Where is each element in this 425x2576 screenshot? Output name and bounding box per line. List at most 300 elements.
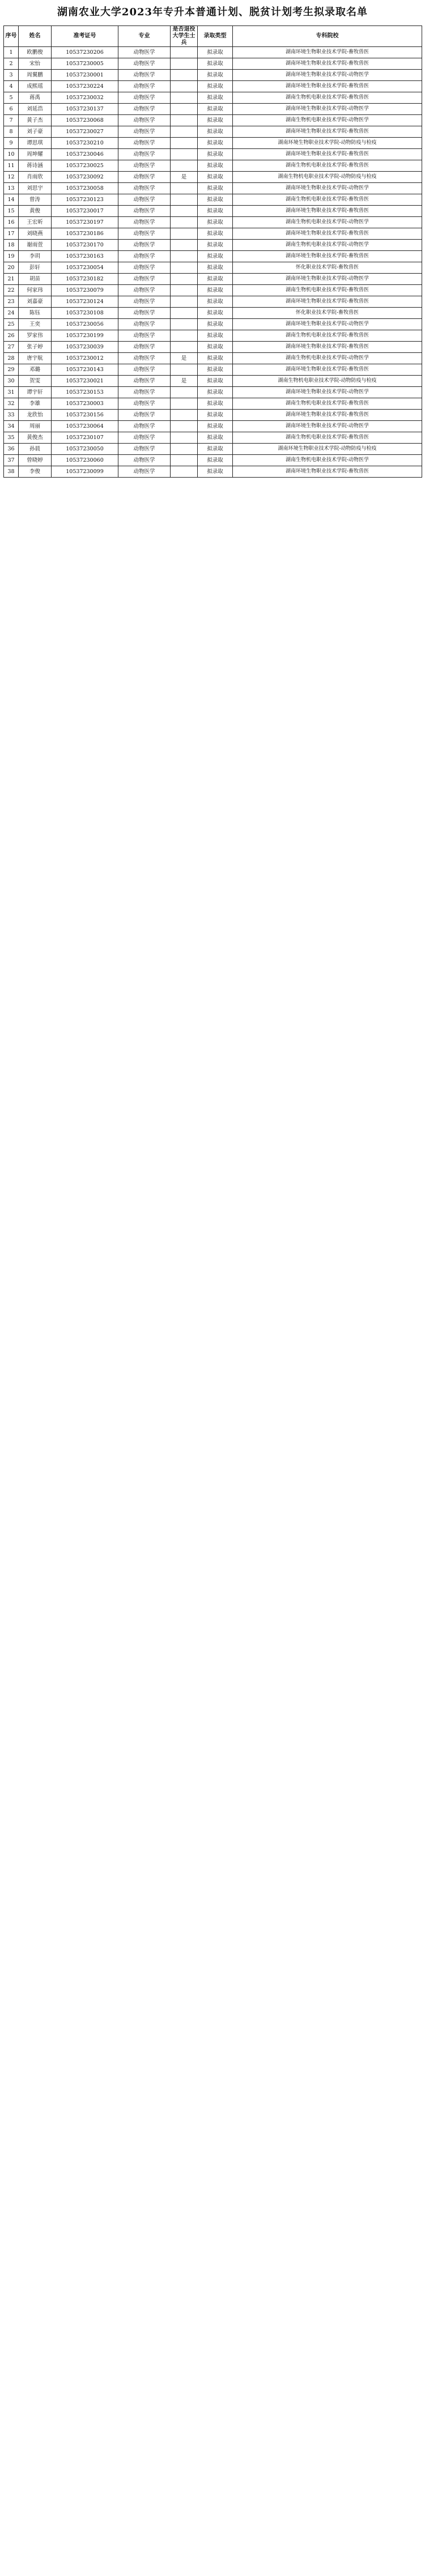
cell-school: 湖南环境生物职业技术学院-动物医学 — [233, 70, 422, 81]
cell-major: 动物医学 — [118, 398, 171, 410]
cell-veteran — [171, 262, 198, 274]
cell-name: 谢雨萱 — [19, 240, 52, 251]
cell-no: 7 — [4, 115, 19, 126]
cell-veteran — [171, 455, 198, 466]
cell-exam-id: 10537230005 — [52, 58, 118, 70]
cell-school: 湖南生物机电职业技术学院-动物医学 — [233, 115, 422, 126]
cell-name: 刘晓燕 — [19, 228, 52, 240]
table-row — [4, 240, 422, 251]
cell-major: 动物医学 — [118, 308, 171, 319]
cell-plan: 拟录取 — [198, 364, 233, 376]
cell-school: 湖南环境生物职业技术学院-畜牧兽医 — [233, 251, 422, 262]
cell-school: 湖南生物机电职业技术学院-畜牧兽医 — [233, 432, 422, 444]
cell-school: 湖南环境生物职业技术学院-畜牧兽医 — [233, 206, 422, 217]
cell-no: 32 — [4, 398, 19, 410]
cell-plan: 拟录取 — [198, 444, 233, 455]
cell-exam-id: 10537230224 — [52, 81, 118, 92]
table-row — [4, 172, 422, 183]
cell-plan: 拟录取 — [198, 206, 233, 217]
table-row — [4, 285, 422, 296]
cell-name: 胡苗 — [19, 274, 52, 285]
cell-name: 欧鹏俊 — [19, 47, 52, 58]
cell-plan: 拟录取 — [198, 342, 233, 353]
table-row — [4, 353, 422, 364]
cell-school: 湖南生物机电职业技术学院-动物防疫与检疫 — [233, 376, 422, 387]
cell-veteran — [171, 126, 198, 138]
cell-school: 湖南生物机电职业技术学院-动物医学 — [233, 217, 422, 228]
cell-veteran — [171, 319, 198, 330]
cell-plan: 拟录取 — [198, 274, 233, 285]
table-row — [4, 432, 422, 444]
header-plan: 录取类型 — [198, 26, 233, 47]
cell-school: 湖南环境生物职业技术学院-畜牧兽医 — [233, 81, 422, 92]
cell-no: 13 — [4, 183, 19, 194]
cell-veteran — [171, 70, 198, 81]
cell-veteran — [171, 149, 198, 160]
cell-exam-id: 10537230156 — [52, 410, 118, 421]
cell-major: 动物医学 — [118, 160, 171, 172]
cell-veteran — [171, 92, 198, 104]
cell-major: 动物医学 — [118, 115, 171, 126]
cell-exam-id: 10537230163 — [52, 251, 118, 262]
cell-plan: 拟录取 — [198, 455, 233, 466]
cell-school: 怀化职业技术学院-畜牧兽医 — [233, 262, 422, 274]
cell-exam-id: 10537230197 — [52, 217, 118, 228]
cell-name: 刘嘉豪 — [19, 296, 52, 308]
cell-name: 宋怡 — [19, 58, 52, 70]
cell-major: 动物医学 — [118, 70, 171, 81]
cell-name: 张子婷 — [19, 342, 52, 353]
cell-plan: 拟录取 — [198, 251, 233, 262]
cell-major: 动物医学 — [118, 251, 171, 262]
cell-major: 动物医学 — [118, 126, 171, 138]
cell-veteran — [171, 387, 198, 398]
cell-school: 湖南生物机电职业技术学院-动物医学 — [233, 455, 422, 466]
cell-plan: 拟录取 — [198, 262, 233, 274]
cell-plan: 拟录取 — [198, 240, 233, 251]
cell-plan: 拟录取 — [198, 92, 233, 104]
cell-exam-id: 10537230012 — [52, 353, 118, 364]
cell-major: 动物医学 — [118, 296, 171, 308]
cell-major: 动物医学 — [118, 81, 171, 92]
cell-school: 湖南生物机电职业技术学院-动物医学 — [233, 240, 422, 251]
cell-plan: 拟录取 — [198, 319, 233, 330]
cell-exam-id: 10537230137 — [52, 104, 118, 115]
cell-name: 周翼鹏 — [19, 70, 52, 81]
cell-plan: 拟录取 — [198, 81, 233, 92]
cell-exam-id: 10537230054 — [52, 262, 118, 274]
table-row — [4, 126, 422, 138]
table-row — [4, 330, 422, 342]
cell-plan: 拟录取 — [198, 285, 233, 296]
table-row — [4, 183, 422, 194]
cell-name: 李玥 — [19, 251, 52, 262]
cell-name: 肖雨欣 — [19, 172, 52, 183]
cell-veteran — [171, 444, 198, 455]
cell-no: 9 — [4, 138, 19, 149]
cell-plan: 拟录取 — [198, 104, 233, 115]
cell-school: 湖南环境生物职业技术学院-畜牧兽医 — [233, 228, 422, 240]
cell-no: 35 — [4, 432, 19, 444]
cell-plan: 拟录取 — [198, 47, 233, 58]
header-major: 专业 — [118, 26, 171, 47]
cell-school: 湖南环境生物职业技术学院-畜牧兽医 — [233, 126, 422, 138]
cell-major: 动物医学 — [118, 228, 171, 240]
cell-school: 湖南环境生物职业技术学院-畜牧兽医 — [233, 296, 422, 308]
cell-major: 动物医学 — [118, 421, 171, 432]
cell-exam-id: 10537230039 — [52, 342, 118, 353]
cell-major: 动物医学 — [118, 376, 171, 387]
cell-exam-id: 10537230123 — [52, 194, 118, 206]
cell-no: 34 — [4, 421, 19, 432]
cell-veteran — [171, 274, 198, 285]
cell-major: 动物医学 — [118, 92, 171, 104]
cell-veteran — [171, 432, 198, 444]
cell-exam-id: 10537230153 — [52, 387, 118, 398]
cell-school: 湖南生物机电职业技术学院-畜牧兽医 — [233, 330, 422, 342]
cell-school: 湖南环境生物职业技术学院-动物防疫与检疫 — [233, 444, 422, 455]
cell-name: 黄子杰 — [19, 115, 52, 126]
cell-name: 孙晨 — [19, 444, 52, 455]
cell-no: 21 — [4, 274, 19, 285]
cell-major: 动物医学 — [118, 285, 171, 296]
cell-school: 湖南环境生物职业技术学院-动物医学 — [233, 319, 422, 330]
cell-no: 37 — [4, 455, 19, 466]
cell-name: 周丽 — [19, 421, 52, 432]
cell-veteran — [171, 251, 198, 262]
cell-name: 王奕 — [19, 319, 52, 330]
table-row — [4, 364, 422, 376]
cell-name: 龙欣怡 — [19, 410, 52, 421]
cell-exam-id: 10537230108 — [52, 308, 118, 319]
cell-plan: 拟录取 — [198, 194, 233, 206]
table-row — [4, 194, 422, 206]
cell-no: 17 — [4, 228, 19, 240]
table-row — [4, 410, 422, 421]
cell-no: 8 — [4, 126, 19, 138]
cell-veteran: 是 — [171, 376, 198, 387]
cell-no: 18 — [4, 240, 19, 251]
admission-table — [3, 25, 422, 478]
cell-no: 26 — [4, 330, 19, 342]
cell-plan: 拟录取 — [198, 149, 233, 160]
table-row — [4, 149, 422, 160]
cell-veteran — [171, 364, 198, 376]
table-row — [4, 251, 422, 262]
cell-major: 动物医学 — [118, 432, 171, 444]
cell-plan: 拟录取 — [198, 183, 233, 194]
cell-name: 王宏昕 — [19, 217, 52, 228]
cell-school: 湖南生物机电职业技术学院-畜牧兽医 — [233, 398, 422, 410]
cell-no: 30 — [4, 376, 19, 387]
cell-exam-id: 10537230056 — [52, 319, 118, 330]
table-row — [4, 47, 422, 58]
cell-name: 曾晓婷 — [19, 455, 52, 466]
cell-no: 5 — [4, 92, 19, 104]
cell-veteran — [171, 183, 198, 194]
cell-no: 12 — [4, 172, 19, 183]
cell-major: 动物医学 — [118, 364, 171, 376]
cell-veteran: 是 — [171, 172, 198, 183]
table-row — [4, 70, 422, 81]
cell-school: 湖南环境生物职业技术学院-动物医学 — [233, 274, 422, 285]
table-row — [4, 262, 422, 274]
cell-plan: 拟录取 — [198, 126, 233, 138]
cell-exam-id: 10537230032 — [52, 92, 118, 104]
cell-exam-id: 10537230182 — [52, 274, 118, 285]
table-row — [4, 217, 422, 228]
cell-exam-id: 10537230099 — [52, 466, 118, 478]
table-row — [4, 104, 422, 115]
cell-major: 动物医学 — [118, 240, 171, 251]
cell-veteran — [171, 330, 198, 342]
header-name: 姓名 — [19, 26, 52, 47]
cell-no: 11 — [4, 160, 19, 172]
table-row — [4, 81, 422, 92]
table-row — [4, 206, 422, 217]
table-row — [4, 115, 422, 126]
cell-school: 湖南环境生物职业技术学院-动物医学 — [233, 104, 422, 115]
document-title: 湖南农业大学2023年专升本普通计划、脱贫计划考生拟录取名单 — [57, 6, 368, 18]
table-row — [4, 58, 422, 70]
cell-school: 湖南环境生物职业技术学院-畜牧兽医 — [233, 47, 422, 58]
cell-major: 动物医学 — [118, 353, 171, 364]
cell-exam-id: 10537230017 — [52, 206, 118, 217]
cell-no: 6 — [4, 104, 19, 115]
cell-exam-id: 10537230199 — [52, 330, 118, 342]
cell-no: 28 — [4, 353, 19, 364]
cell-name: 成熙瑶 — [19, 81, 52, 92]
cell-major: 动物医学 — [118, 274, 171, 285]
cell-major: 动物医学 — [118, 138, 171, 149]
cell-school: 湖南生物机电职业技术学院-动物医学 — [233, 353, 422, 364]
cell-no: 31 — [4, 387, 19, 398]
cell-major: 动物医学 — [118, 319, 171, 330]
cell-school: 湖南生物机电职业技术学院-畜牧兽医 — [233, 194, 422, 206]
cell-veteran — [171, 285, 198, 296]
cell-veteran — [171, 217, 198, 228]
cell-plan: 拟录取 — [198, 308, 233, 319]
table-row — [4, 376, 422, 387]
cell-name: 谭宇轩 — [19, 387, 52, 398]
cell-name: 刘子豪 — [19, 126, 52, 138]
cell-major: 动物医学 — [118, 342, 171, 353]
cell-plan: 拟录取 — [198, 58, 233, 70]
cell-no: 20 — [4, 262, 19, 274]
header-no: 序号 — [4, 26, 19, 47]
cell-major: 动物医学 — [118, 262, 171, 274]
cell-exam-id: 10537230068 — [52, 115, 118, 126]
cell-exam-id: 10537230003 — [52, 398, 118, 410]
cell-plan: 拟录取 — [198, 410, 233, 421]
cell-veteran — [171, 466, 198, 478]
cell-veteran — [171, 81, 198, 92]
cell-name: 李俊 — [19, 466, 52, 478]
cell-veteran — [171, 308, 198, 319]
cell-name: 罗家伟 — [19, 330, 52, 342]
cell-no: 19 — [4, 251, 19, 262]
cell-veteran — [171, 115, 198, 126]
cell-school: 湖南环境生物职业技术学院-动物防疫与检疫 — [233, 138, 422, 149]
header-exam-id: 准考证号 — [52, 26, 118, 47]
cell-major: 动物医学 — [118, 183, 171, 194]
cell-plan: 拟录取 — [198, 70, 233, 81]
cell-plan: 拟录取 — [198, 228, 233, 240]
table-row — [4, 92, 422, 104]
cell-school: 湖南环境生物职业技术学院-畜牧兽医 — [233, 466, 422, 478]
cell-school: 湖南环境生物职业技术学院-畜牧兽医 — [233, 410, 422, 421]
cell-school: 湖南生物机电职业技术学院-动物防疫与检疫 — [233, 172, 422, 183]
cell-veteran — [171, 398, 198, 410]
cell-veteran — [171, 194, 198, 206]
cell-major: 动物医学 — [118, 194, 171, 206]
cell-major: 动物医学 — [118, 217, 171, 228]
cell-name: 何家玮 — [19, 285, 52, 296]
cell-veteran — [171, 47, 198, 58]
cell-plan: 拟录取 — [198, 115, 233, 126]
cell-name: 刘思宇 — [19, 183, 52, 194]
cell-school: 湖南环境生物职业技术学院-动物医学 — [233, 387, 422, 398]
cell-exam-id: 10537230206 — [52, 47, 118, 58]
cell-school: 湖南生物机电职业技术学院-畜牧兽医 — [233, 92, 422, 104]
cell-name: 邓璐 — [19, 364, 52, 376]
cell-major: 动物医学 — [118, 206, 171, 217]
cell-exam-id: 10537230050 — [52, 444, 118, 455]
cell-no: 1 — [4, 47, 19, 58]
cell-school: 怀化职业技术学院-畜牧兽医 — [233, 308, 422, 319]
cell-no: 2 — [4, 58, 19, 70]
cell-name: 彭轩 — [19, 262, 52, 274]
table-row — [4, 319, 422, 330]
cell-school: 湖南环境生物职业技术学院-畜牧兽医 — [233, 342, 422, 353]
cell-exam-id: 10537230058 — [52, 183, 118, 194]
cell-name: 贺雯 — [19, 376, 52, 387]
cell-veteran: 是 — [171, 353, 198, 364]
cell-name: 刘延浩 — [19, 104, 52, 115]
cell-school: 湖南环境生物职业技术学院-畜牧兽医 — [233, 364, 422, 376]
cell-no: 24 — [4, 308, 19, 319]
cell-school: 湖南环境生物职业技术学院-动物医学 — [233, 183, 422, 194]
cell-major: 动物医学 — [118, 410, 171, 421]
cell-exam-id: 10537230046 — [52, 149, 118, 160]
cell-exam-id: 10537230001 — [52, 70, 118, 81]
cell-exam-id: 10537230092 — [52, 172, 118, 183]
cell-no: 10 — [4, 149, 19, 160]
table-body — [4, 47, 422, 478]
cell-major: 动物医学 — [118, 466, 171, 478]
cell-exam-id: 10537230143 — [52, 364, 118, 376]
cell-veteran — [171, 421, 198, 432]
cell-name: 周坤耀 — [19, 149, 52, 160]
cell-major: 动物医学 — [118, 104, 171, 115]
cell-school: 湖南生物机电职业技术学院-畜牧兽医 — [233, 160, 422, 172]
cell-major: 动物医学 — [118, 172, 171, 183]
cell-exam-id: 10537230170 — [52, 240, 118, 251]
cell-plan: 拟录取 — [198, 138, 233, 149]
cell-plan: 拟录取 — [198, 217, 233, 228]
cell-school: 湖南环境生物职业技术学院-畜牧兽医 — [233, 58, 422, 70]
cell-plan: 拟录取 — [198, 330, 233, 342]
table-row — [4, 138, 422, 149]
cell-plan: 拟录取 — [198, 466, 233, 478]
table-row — [4, 160, 422, 172]
cell-school: 湖南环境生物职业技术学院-动物医学 — [233, 421, 422, 432]
cell-major: 动物医学 — [118, 58, 171, 70]
cell-major: 动物医学 — [118, 330, 171, 342]
cell-veteran — [171, 240, 198, 251]
cell-plan: 拟录取 — [198, 353, 233, 364]
cell-name: 陈钰 — [19, 308, 52, 319]
cell-veteran — [171, 296, 198, 308]
cell-exam-id: 10537230027 — [52, 126, 118, 138]
table-row — [4, 342, 422, 353]
cell-exam-id: 10537230021 — [52, 376, 118, 387]
table-row — [4, 466, 422, 478]
cell-no: 27 — [4, 342, 19, 353]
cell-no: 23 — [4, 296, 19, 308]
cell-name: 曾涛 — [19, 194, 52, 206]
table-row — [4, 228, 422, 240]
cell-veteran — [171, 342, 198, 353]
cell-veteran — [171, 138, 198, 149]
header-school: 专科院校 — [233, 26, 422, 47]
cell-name: 唐宇航 — [19, 353, 52, 364]
cell-veteran — [171, 104, 198, 115]
cell-veteran — [171, 58, 198, 70]
cell-major: 动物医学 — [118, 387, 171, 398]
table-header-row — [4, 26, 422, 47]
cell-name: 黄俊杰 — [19, 432, 52, 444]
table-row — [4, 387, 422, 398]
cell-plan: 拟录取 — [198, 421, 233, 432]
cell-no: 22 — [4, 285, 19, 296]
cell-no: 29 — [4, 364, 19, 376]
cell-veteran — [171, 410, 198, 421]
cell-major: 动物医学 — [118, 455, 171, 466]
table-row — [4, 444, 422, 455]
table-row — [4, 308, 422, 319]
cell-veteran — [171, 160, 198, 172]
cell-exam-id: 10537230107 — [52, 432, 118, 444]
cell-no: 33 — [4, 410, 19, 421]
cell-no: 15 — [4, 206, 19, 217]
cell-no: 14 — [4, 194, 19, 206]
cell-no: 38 — [4, 466, 19, 478]
cell-major: 动物医学 — [118, 47, 171, 58]
cell-plan: 拟录取 — [198, 376, 233, 387]
cell-name: 黄俊 — [19, 206, 52, 217]
cell-name: 蒋禹 — [19, 92, 52, 104]
cell-school: 湖南生物机电职业技术学院-畜牧兽医 — [233, 285, 422, 296]
cell-school: 湖南环境生物职业技术学院-畜牧兽医 — [233, 149, 422, 160]
cell-exam-id: 10537230064 — [52, 421, 118, 432]
table-row — [4, 455, 422, 466]
cell-plan: 拟录取 — [198, 432, 233, 444]
cell-plan: 拟录取 — [198, 172, 233, 183]
cell-exam-id: 10537230186 — [52, 228, 118, 240]
cell-no: 3 — [4, 70, 19, 81]
table-row — [4, 296, 422, 308]
cell-exam-id: 10537230210 — [52, 138, 118, 149]
cell-no: 25 — [4, 319, 19, 330]
cell-name: 李雄 — [19, 398, 52, 410]
cell-exam-id: 10537230124 — [52, 296, 118, 308]
cell-plan: 拟录取 — [198, 387, 233, 398]
cell-exam-id: 10537230025 — [52, 160, 118, 172]
cell-major: 动物医学 — [118, 149, 171, 160]
cell-no: 36 — [4, 444, 19, 455]
cell-name: 蒋诗涵 — [19, 160, 52, 172]
